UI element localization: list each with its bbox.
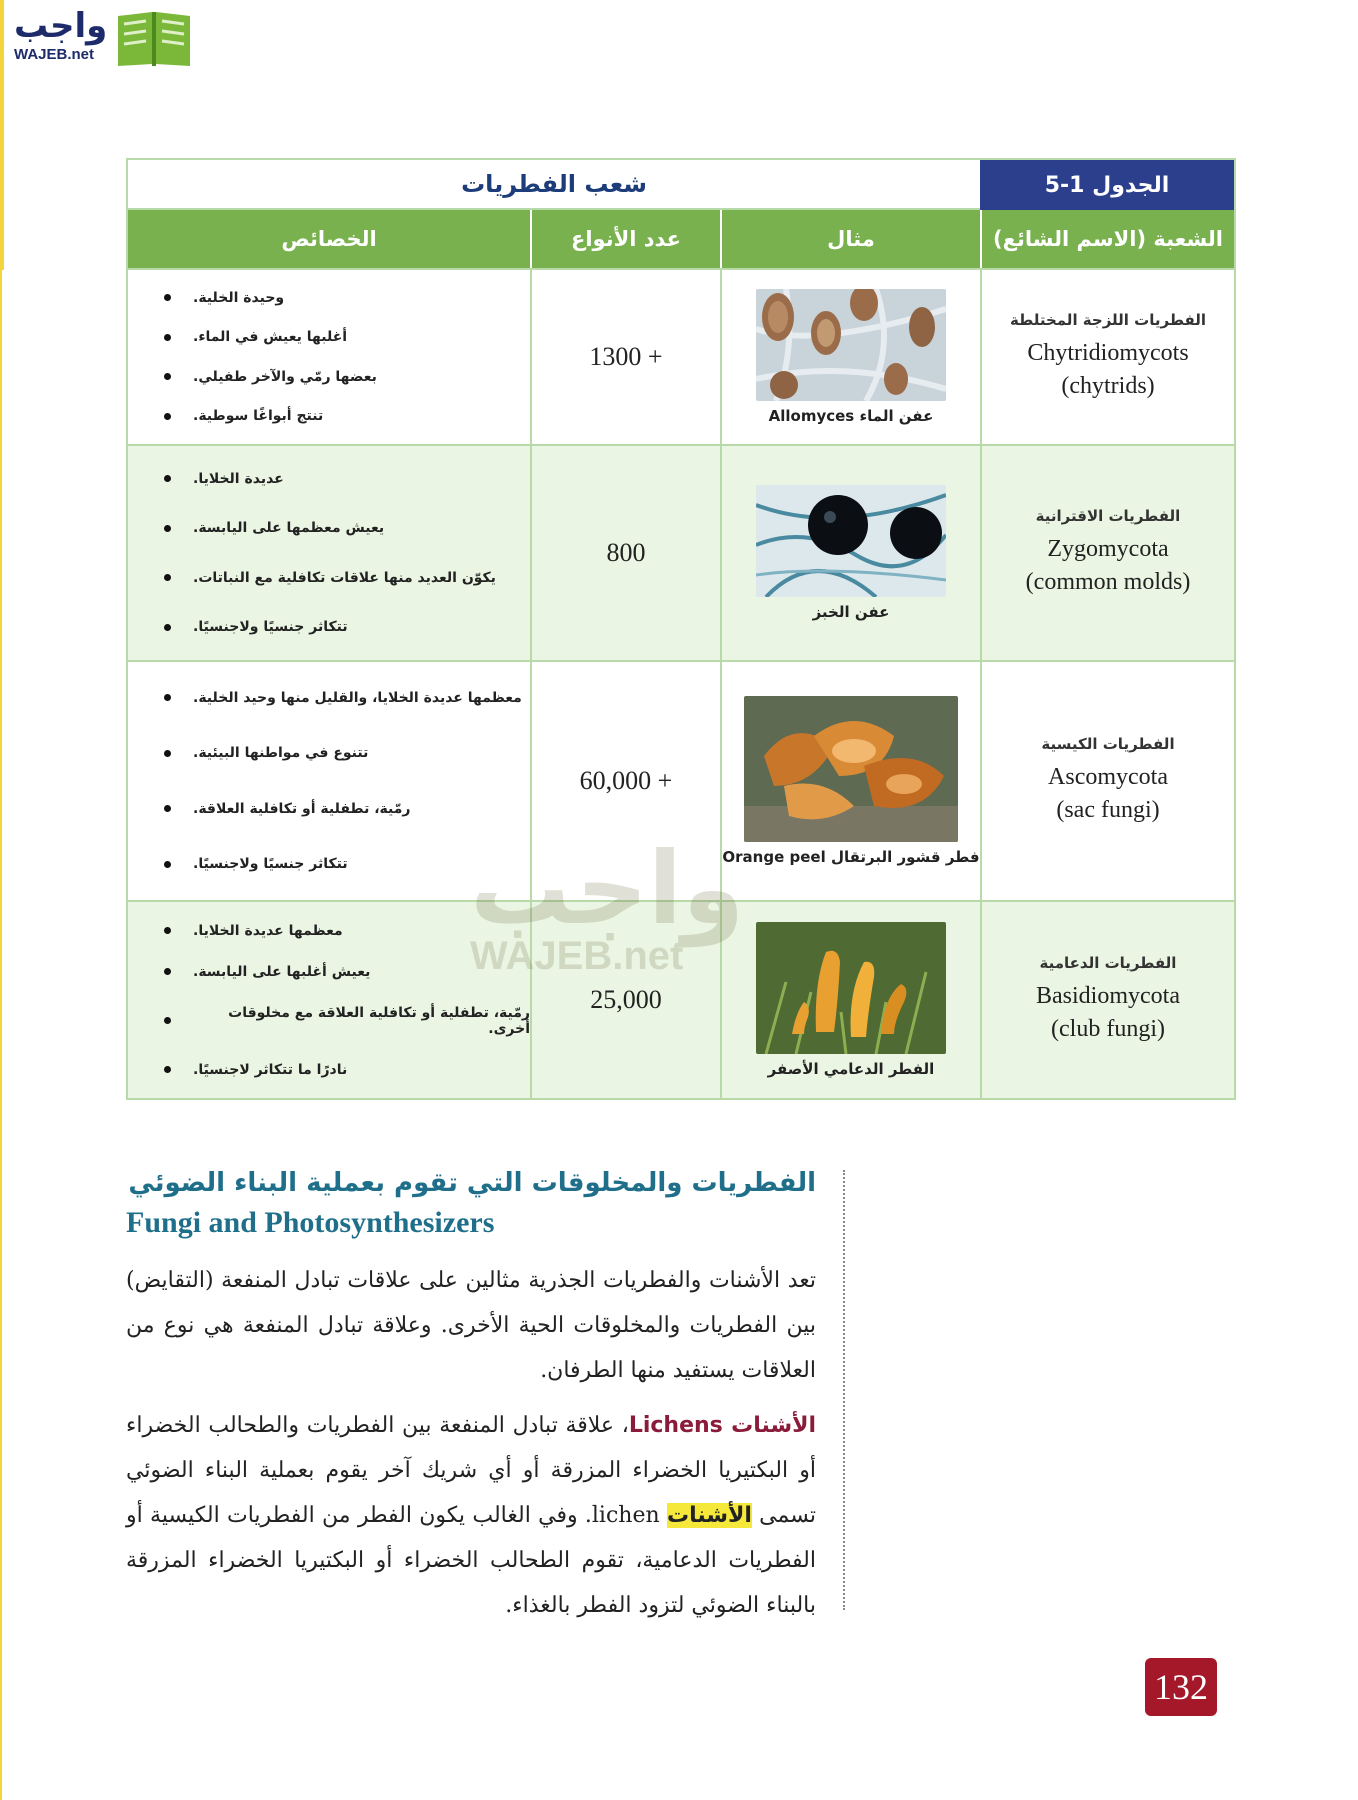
example-caption: فطر قشور البرتقال Orange peel [722,848,980,866]
phylum-common-name: (chytrids) [1061,373,1155,399]
phylum-arabic: الفطريات الاقترانية [1035,507,1181,525]
phylum-common-name: (sac fungi) [1056,797,1160,823]
lichens-text-part-a: ، علاقة تبادل المنفعة بين الفطريات والطحالب الخضراء أو البكتيريا الخضراء المزرقة أو أي شريك آخر يقوم بعملية البناء الضوئي تسمى [126,1413,816,1528]
phylum-english: Basidiomycota [1036,983,1180,1009]
feature-item: تنتج أبواغًا سوطية. [142,408,530,424]
section-divider [843,1170,845,1610]
feature-item: يعيش معظمها على اليابسة. [142,520,530,536]
features-cell [128,270,530,444]
feature-item: تتكاثر جنسيًا ولاجنسيًا. [142,856,530,872]
section-title-arabic: الفطريات والمخلوقات التي تقوم بعملية البناء الضوئي [128,1168,816,1198]
water-mold-photo [756,289,946,401]
count-cell [530,270,720,444]
table-header-row [128,210,1234,268]
table-row [128,900,1234,1098]
header-phylum [980,210,1234,268]
feature-item: معظمها عديدة الخلايا. [142,923,530,939]
feature-item: يكوّن العديد منها علاقات تكافلية مع النباتات. [142,570,530,586]
table-label-text: الجدول 1-5 [1044,172,1170,198]
count-cell [530,902,720,1098]
header-phylum-text: الشعبة (الاسم الشائع) [993,227,1223,251]
table-row [128,444,1234,660]
phylum-english: Ascomycota [1048,764,1168,790]
header-example-text: مثال [827,227,875,251]
header-example [720,210,980,268]
phylum-arabic: الفطريات الكيسية [1041,735,1175,753]
phylum-common-name: (club fungi) [1051,1016,1165,1042]
phylum-common-name: (common molds) [1025,569,1191,595]
phylum-english: Chytridiomycots [1027,340,1189,366]
fungi-phyla-table [126,158,1236,1100]
features-cell [128,446,530,660]
phylum-cell [980,270,1234,444]
example-cell [720,446,980,660]
feature-item: وحيدة الخلية. [142,290,530,306]
phylum-cell [980,662,1234,900]
species-count: 1300 + [589,342,663,371]
open-book-icon [114,8,194,68]
page-number-badge [1145,1658,1217,1716]
page-edge-rule-accent [0,0,4,270]
example-caption: عفن الماء Allomyces [768,407,934,425]
orange-peel-fungus-photo [744,696,958,842]
table-title [128,160,980,210]
site-logo[interactable] [8,6,192,70]
phylum-cell [980,902,1234,1098]
paragraph-lichens [126,1403,816,1628]
feature-item: يعيش أغلبها على اليابسة. [142,964,530,980]
page-edge-rule [0,0,2,1800]
header-count-text: عدد الأنواع [571,227,681,251]
phylum-cell [980,446,1234,660]
yellow-club-fungus-photo [756,922,946,1054]
phylum-arabic: الفطريات الدعامية [1039,954,1177,972]
feature-item: تتكاثر جنسيًا ولاجنسيًا. [142,619,530,635]
watermark-arabic: واجب [470,830,745,947]
feature-item: بعضها رمّي والآخر طفيلي. [142,369,530,385]
count-cell [530,662,720,900]
example-cell [720,902,980,1098]
table-row [128,660,1234,900]
example-caption: الفطر الدعامي الأصفر [767,1060,935,1078]
page-number: 132 [1154,1667,1208,1707]
example-cell [720,662,980,900]
paragraph-mutualism: تعد الأشنات والفطريات الجذرية مثالين على علاقات تبادل المنفعة (التقايض) بين الفطريات والمخلوقات الحية الأخرى. وعلاقة تبادل المنفعة هي نوع من العلاقات يستفيد منها الطرفان. [126,1268,816,1383]
header-features-text: الخصائص [281,227,377,251]
table-title-row [128,160,1234,210]
species-count: 60,000 + [579,766,673,795]
phylum-arabic: الفطريات اللزجة المختلطة [1009,311,1207,329]
feature-item: أغلبها يعيش في الماء. [142,329,530,345]
species-count: 25,000 [590,985,662,1014]
logo-arabic-text: واجب [14,6,108,46]
lichens-text-part-b: lichen. وفي الغالب يكون الفطر من الفطريات الكيسية أو الفطريات الدعامية، تقوم الطحالب الخضراء أو البكتيريا الخضراء المزرقة بالبناء الضوئي لتزود الفطر بالغذاء. [126,1503,816,1618]
highlighted-term: الأشنات [666,1503,752,1528]
features-cell [128,902,530,1098]
section-title-english: Fungi and Photosynthesizers [126,1206,495,1239]
header-count [530,210,720,268]
species-count: 800 [606,538,646,567]
feature-item: عديدة الخلايا. [142,471,530,487]
header-features [128,210,530,268]
table-title-text: شعب الفطريات [461,170,647,198]
table-row [128,268,1234,444]
count-cell [530,446,720,660]
feature-item: نادرًا ما تتكاثر لاجنسيًا. [142,1062,530,1078]
example-caption: عفن الخبز [812,603,890,621]
lichens-term: الأشنات Lichens [628,1413,816,1438]
feature-item: معظمها عديدة الخلايا، والقليل منها وحيد الخلية. [142,690,530,706]
feature-item: رمّية، تطفلية أو تكافلية العلاقة مع مخلوقات أخرى. [142,1005,530,1037]
table-label [980,160,1234,210]
features-cell [128,662,530,900]
bread-mold-photo [756,485,946,597]
feature-item: تتنوع في مواطنها البيئية. [142,745,530,761]
feature-item: رمّية، تطفلية أو تكافلية العلاقة. [142,801,530,817]
example-cell [720,270,980,444]
phylum-english: Zygomycota [1047,536,1169,562]
logo-english-text: WAJEB.net [14,46,95,63]
